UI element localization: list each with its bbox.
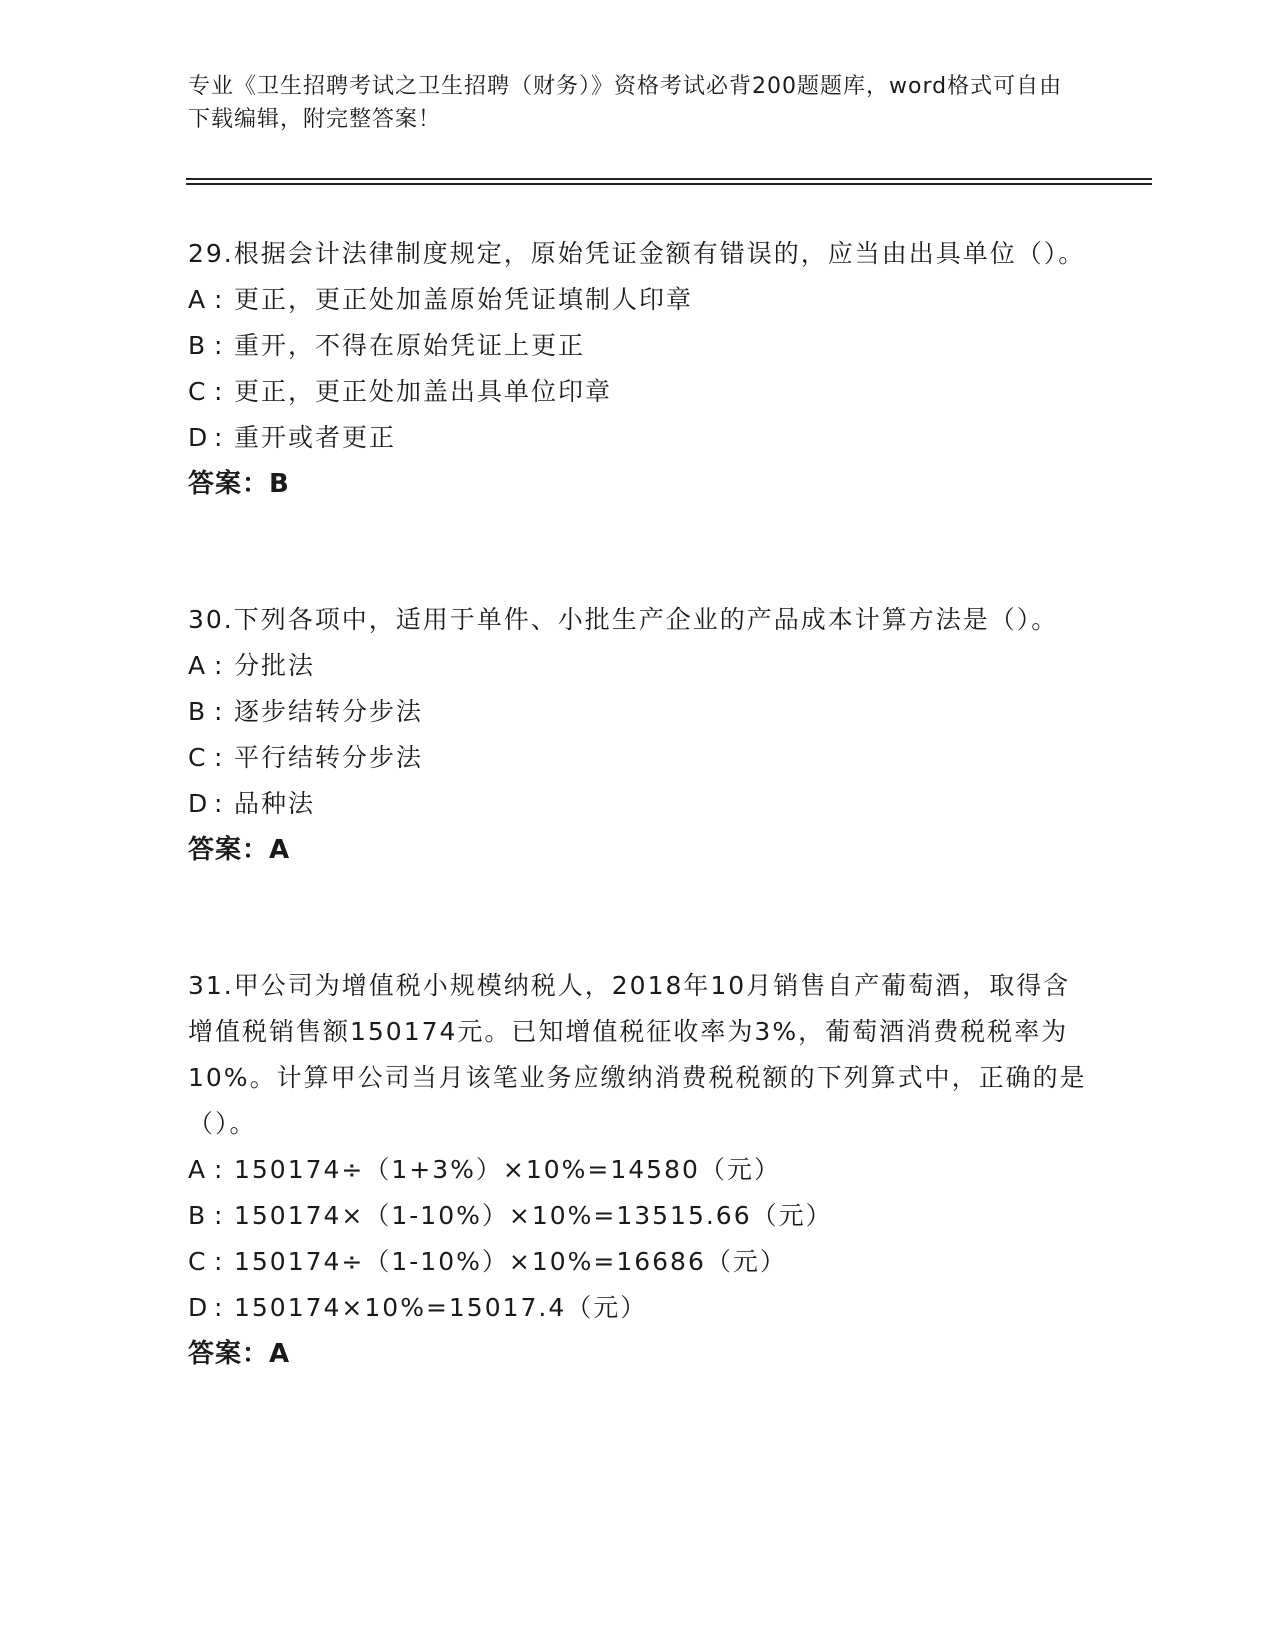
option-letter: D xyxy=(188,423,210,452)
option-text: 150174÷（1+3%）×10%=14580（元） xyxy=(234,1155,781,1184)
answer-label: 答案：B xyxy=(188,469,290,499)
question-stem: 29.根据会计法律制度规定，原始凭证金额有错误的，应当由出具单位（）。 xyxy=(188,239,1086,268)
option-text: 150174÷（1-10%）×10%=16686（元） xyxy=(234,1247,787,1276)
option-separator: : xyxy=(214,697,225,726)
option-b xyxy=(188,689,1088,735)
option-letter: A xyxy=(188,651,208,680)
option-separator: : xyxy=(214,423,225,452)
option-letter: B xyxy=(188,697,208,726)
option-text: 更正，更正处加盖原始凭证填制人印章 xyxy=(234,285,694,314)
question-stem: 30.下列各项中，适用于单件、小批生产企业的产品成本计算方法是（）。 xyxy=(188,605,1059,634)
option-separator: : xyxy=(214,331,225,360)
option-letter: B xyxy=(188,331,208,360)
option-c xyxy=(188,735,1088,781)
option-text: 150174×（1-10%）×10%=13515.66（元） xyxy=(234,1201,833,1230)
option-text: 重开，不得在原始凭证上更正 xyxy=(234,331,586,360)
option-b xyxy=(188,1193,1088,1239)
option-separator: : xyxy=(214,1293,225,1322)
option-text: 逐步结转分步法 xyxy=(234,697,424,726)
option-separator: : xyxy=(214,1247,225,1276)
option-text: 更正，更正处加盖出具单位印章 xyxy=(234,377,613,406)
option-letter: B xyxy=(188,1201,208,1230)
option-c xyxy=(188,1239,1088,1285)
option-a xyxy=(188,277,1088,323)
option-letter: D xyxy=(188,789,210,818)
option-letter: D xyxy=(188,1293,210,1322)
option-separator: : xyxy=(214,285,225,314)
option-separator: : xyxy=(214,789,225,818)
option-text: 平行结转分步法 xyxy=(234,743,424,772)
option-c xyxy=(188,369,1088,415)
option-separator: : xyxy=(214,377,225,406)
document-header: 专业《卫生招聘考试之卫生招聘（财务）》资格考试必背200题题库，word格式可自由下载编辑，附完整答案！ xyxy=(188,74,1063,132)
option-separator: : xyxy=(214,1201,225,1230)
option-text: 重开或者更正 xyxy=(234,423,397,452)
option-separator: : xyxy=(214,651,225,680)
option-letter: C xyxy=(188,1247,208,1276)
option-letter: C xyxy=(188,743,208,772)
option-a xyxy=(188,643,1088,689)
option-text: 分批法 xyxy=(234,651,316,680)
option-d xyxy=(188,1285,1088,1331)
answer-label: 答案：A xyxy=(188,835,291,865)
option-d xyxy=(188,781,1088,827)
option-text: 品种法 xyxy=(234,789,316,818)
option-d xyxy=(188,415,1088,461)
question-29 xyxy=(188,231,1088,507)
option-letter: A xyxy=(188,285,208,314)
question-stem: 31.甲公司为增值税小规模纳税人，2018年10月销售自产葡萄酒，取得含增值税销售额150174元。已知增值税征收率为3%，葡萄酒消费税税率为10%。计算甲公司当月该笔业务应缴纳消费税税额的下列算式中，正确的是（）。 xyxy=(188,971,1087,1138)
question-30 xyxy=(188,597,1088,873)
header-divider-bottom xyxy=(186,183,1152,185)
answer-label: 答案：A xyxy=(188,1339,291,1369)
option-text: 150174×10%=15017.4（元） xyxy=(234,1293,648,1322)
option-separator: : xyxy=(214,1155,225,1184)
option-separator: : xyxy=(214,743,225,772)
option-a xyxy=(188,1147,1088,1193)
option-letter: A xyxy=(188,1155,208,1184)
option-letter: C xyxy=(188,377,208,406)
option-b xyxy=(188,323,1088,369)
header-divider-top xyxy=(186,178,1152,180)
question-31 xyxy=(188,963,1088,1377)
